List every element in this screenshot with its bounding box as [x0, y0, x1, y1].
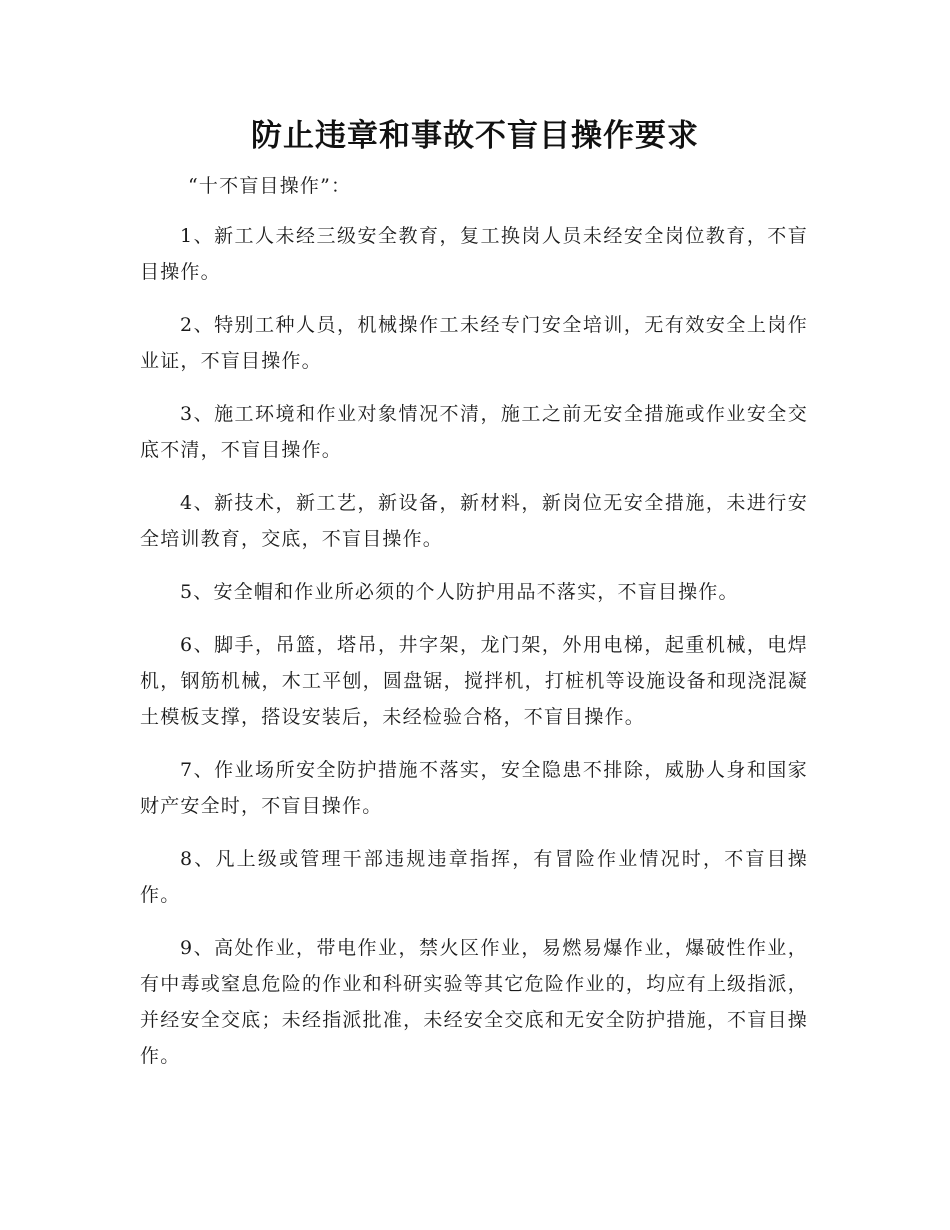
document-body	[140, 168, 808, 1091]
rule-item-5: 5、安全帽和作业所必须的个人防护用品不落实，不盲目操作。	[180, 581, 739, 603]
rule-item-3: 3、施工环境和作业对象情况不清，施工之前无安全措施或作业安全交底不清，不盲目操作。	[140, 403, 808, 461]
rule-item-8: 8、凡上级或管理干部违规违章指挥，有冒险作业情况时，不盲目操作。	[140, 848, 808, 906]
intro-line: “十不盲目操作”：	[188, 175, 352, 197]
document-title: 防止违章和事故不盲目操作要求	[251, 118, 699, 154]
rule-item-6: 6、脚手，吊篮，塔吊，井字架，龙门架，外用电梯，起重机械，电焊机，钢筋机械，木工平刨，圆盘锯，搅拌机，打桩机等设施设备和现浇混凝土模板支撑，搭设安装后，未经检验合格，不盲目操作。	[140, 634, 808, 728]
rule-item-4: 4、新技术，新工艺，新设备，新材料，新岗位无安全措施，未进行安全培训教育，交底，不盲目操作。	[140, 492, 808, 550]
rule-item-1: 1、新工人未经三级安全教育，复工换岗人员未经安全岗位教育，不盲目操作。	[140, 225, 808, 283]
rule-item-9: 9、高处作业，带电作业，禁火区作业，易燃易爆作业，爆破性作业，有中毒或窒息危险的作业和科研实验等其它危险作业的，均应有上级指派，并经安全交底；未经指派批准，未经安全交底和无安全防护措施，不盲目操作。	[140, 937, 808, 1067]
rule-item-2: 2、特别工种人员，机械操作工未经专门安全培训，无有效安全上岗作业证，不盲目操作。	[140, 314, 808, 372]
rule-item-7: 7、作业场所安全防护措施不落实，安全隐患不排除，威胁人身和国家财产安全时，不盲目操作。	[140, 759, 808, 817]
